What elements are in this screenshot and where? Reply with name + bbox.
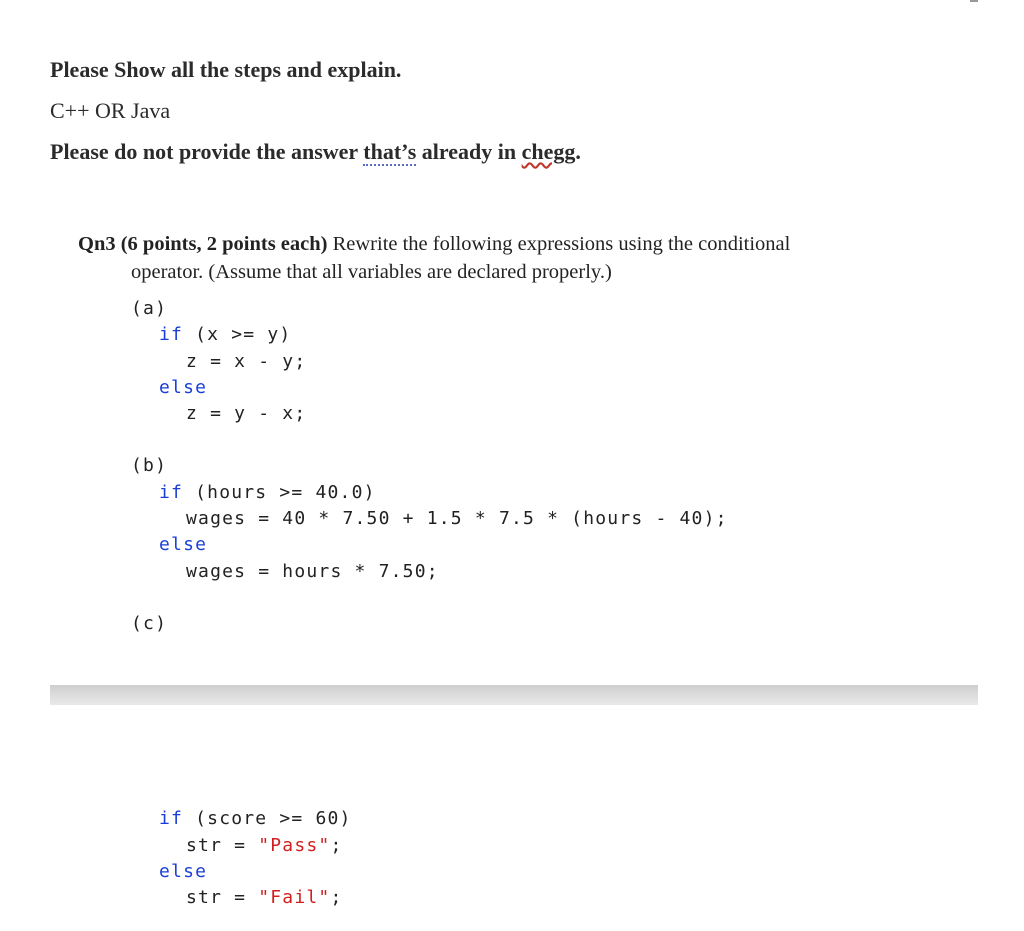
part-c-label: (c) [131,613,168,634]
question-points: (6 points, 2 points each) [120,233,328,255]
keyword-if: if [159,482,184,503]
string-literal-fail: "Fail" [258,887,331,908]
instruction-show-steps: Please Show all the steps and explain. [50,57,402,82]
question-heading [78,230,790,258]
keyword-else: else [159,534,208,555]
part-c-stmt2-pre: str = [186,887,259,908]
part-c-stmt1-pre: str = [186,835,259,856]
part-c-stmt1 [186,833,343,859]
keyword-else: else [159,861,208,882]
misspelled-word: chegg [521,139,576,164]
instruction-no-chegg-mid: already in [416,139,522,164]
instruction-no-chegg [50,139,581,165]
question-text-line1: Rewrite the following expressions using the conditional [332,233,791,255]
part-a-stmt2: z = y - x; [186,403,307,424]
part-c-stmt2-end: ; [330,887,343,908]
part-c-stmt2 [186,885,343,911]
part-b-if-line [159,480,376,506]
part-b-stmt2: wages = hours * 7.50; [186,561,439,582]
part-b-label: (b) [131,455,168,476]
instruction-no-chegg-end: . [575,139,581,164]
instruction-language: C++ OR Java [50,98,171,123]
spellcheck-underlined-word: that’s [363,139,417,164]
keyword-if: if [159,808,184,829]
keyword-else: else [159,377,208,398]
part-b-condition: (hours >= 40.0) [183,482,376,503]
part-c-stmt1-end: ; [330,835,343,856]
instruction-no-chegg-pre: Please do not provide the answer [50,139,364,164]
page-corner-mark [970,0,978,2]
part-c-if-line [159,806,352,832]
keyword-if: if [159,324,184,345]
part-a-label: (a) [131,298,168,319]
part-a-condition: (x >= y) [183,324,292,345]
question-label: Qn3 [78,233,116,255]
part-a-if-line [159,322,291,348]
part-a-stmt1: z = x - y; [186,351,307,372]
string-literal-pass: "Pass" [258,835,331,856]
part-c-condition: (score >= 60) [183,808,352,829]
page-divider [50,685,978,705]
part-b-stmt1: wages = 40 * 7.50 + 1.5 * 7.5 * (hours - 40); [186,508,728,529]
question-text-line2: operator. (Assume that all variables are declared properly.) [131,261,612,283]
